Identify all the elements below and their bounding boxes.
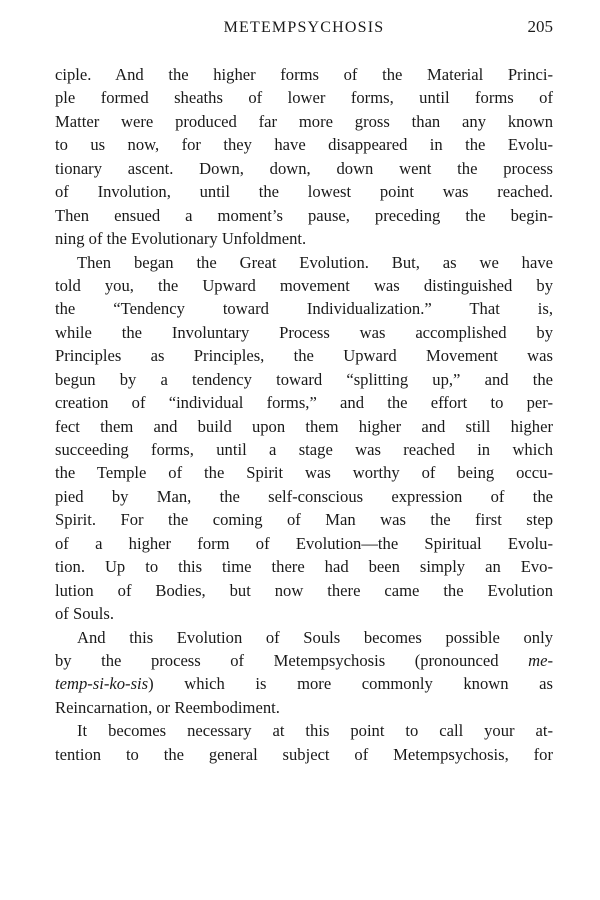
text-segment: the Temple of the Spirit was worthy of being occu- xyxy=(55,463,553,483)
text-line xyxy=(55,719,553,742)
paragraph xyxy=(55,63,553,251)
text-line xyxy=(55,110,553,133)
text-line xyxy=(55,626,553,649)
text-segment: Principles as Principles, the Upward Movement was xyxy=(55,346,553,366)
text-line xyxy=(55,368,553,391)
text-line xyxy=(55,555,553,578)
text-segment: ciple. And the higher forms of the Material Princi- xyxy=(55,65,553,84)
text-segment: tion. Up to this time there had been simply an Evo- xyxy=(55,557,553,577)
text-segment: the “Tendency toward Individualization.” That is, xyxy=(55,299,553,319)
text-line xyxy=(55,133,553,156)
text-segment: Reincarnation, or Reembodiment. xyxy=(55,697,280,717)
text-segment: ) which is more commonly known as xyxy=(148,674,553,694)
text-segment: to us now, for they have disappeared in the Evolu- xyxy=(55,135,553,155)
text-line xyxy=(55,532,553,555)
paragraph xyxy=(55,626,553,720)
page-body xyxy=(55,63,553,766)
text-segment: of Souls. xyxy=(55,604,115,624)
text-segment: begun by a tendency toward “splitting up,” and the xyxy=(55,369,553,389)
italic-text: me- xyxy=(528,650,553,670)
text-line xyxy=(55,579,553,602)
text-line xyxy=(55,251,553,274)
text-segment: And this Evolution of Souls becomes possible only xyxy=(77,627,553,647)
text-segment: lution of Bodies, but now there came the Evolution xyxy=(55,580,553,600)
text-segment: Matter were produced far more gross than any known xyxy=(55,111,553,131)
text-line xyxy=(55,204,553,227)
running-title: METEMPSYCHOSIS xyxy=(223,19,385,36)
text-line xyxy=(55,86,553,109)
text-line xyxy=(55,602,553,625)
page-header xyxy=(55,17,553,41)
text-segment: while the Involuntary Process was accomplished by xyxy=(55,322,553,342)
text-line xyxy=(55,438,553,461)
text-segment: tention to the general subject of Metempsychosis, for xyxy=(55,744,553,764)
text-segment: Spirit. For the coming of Man was the first step xyxy=(55,510,553,530)
paragraph xyxy=(55,719,553,766)
text-line xyxy=(55,649,553,672)
text-line xyxy=(55,696,553,719)
text-segment: It becomes necessary at this point to call your at- xyxy=(77,721,553,741)
text-line xyxy=(55,274,553,297)
page-number: 205 xyxy=(527,17,553,36)
text-segment: ning of the Evolutionary Unfoldment. xyxy=(55,229,307,249)
text-line xyxy=(55,180,553,203)
text-segment: told you, the Upward movement was distinguished by xyxy=(55,275,553,295)
text-line xyxy=(55,157,553,180)
text-line xyxy=(55,391,553,414)
text-segment: Then ensued a moment’s pause, preceding the begin- xyxy=(55,205,553,225)
text-line xyxy=(55,461,553,484)
text-line xyxy=(55,63,553,86)
text-line xyxy=(55,672,553,695)
text-line xyxy=(55,415,553,438)
text-line xyxy=(55,297,553,320)
text-segment: of Involution, until the lowest point was reached. xyxy=(55,182,553,202)
text-segment: fect them and build upon them higher and still higher xyxy=(55,416,553,436)
text-segment: by the process of Metempsychosis (pronounced xyxy=(55,650,529,670)
text-segment: pied by Man, the self-conscious expression of the xyxy=(55,486,553,506)
text-segment: ple formed sheaths of lower forms, until forms of xyxy=(55,88,553,108)
text-line xyxy=(55,227,553,250)
paragraph xyxy=(55,251,553,626)
text-segment: succeeding forms, until a stage was reached in which xyxy=(55,440,553,459)
text-segment: of a higher form of Evolution—the Spiritual Evolu- xyxy=(55,533,553,553)
text-segment: creation of “individual forms,” and the effort to per- xyxy=(55,393,553,413)
text-segment: tionary ascent. Down, down, down went the process xyxy=(55,158,553,178)
text-segment: Then began the Great Evolution. But, as we have xyxy=(77,252,553,272)
text-line xyxy=(55,344,553,367)
text-line xyxy=(55,321,553,344)
text-line xyxy=(55,743,553,766)
text-line xyxy=(55,508,553,531)
italic-text: temp-si-ko-sis xyxy=(55,674,149,694)
text-line xyxy=(55,485,553,508)
